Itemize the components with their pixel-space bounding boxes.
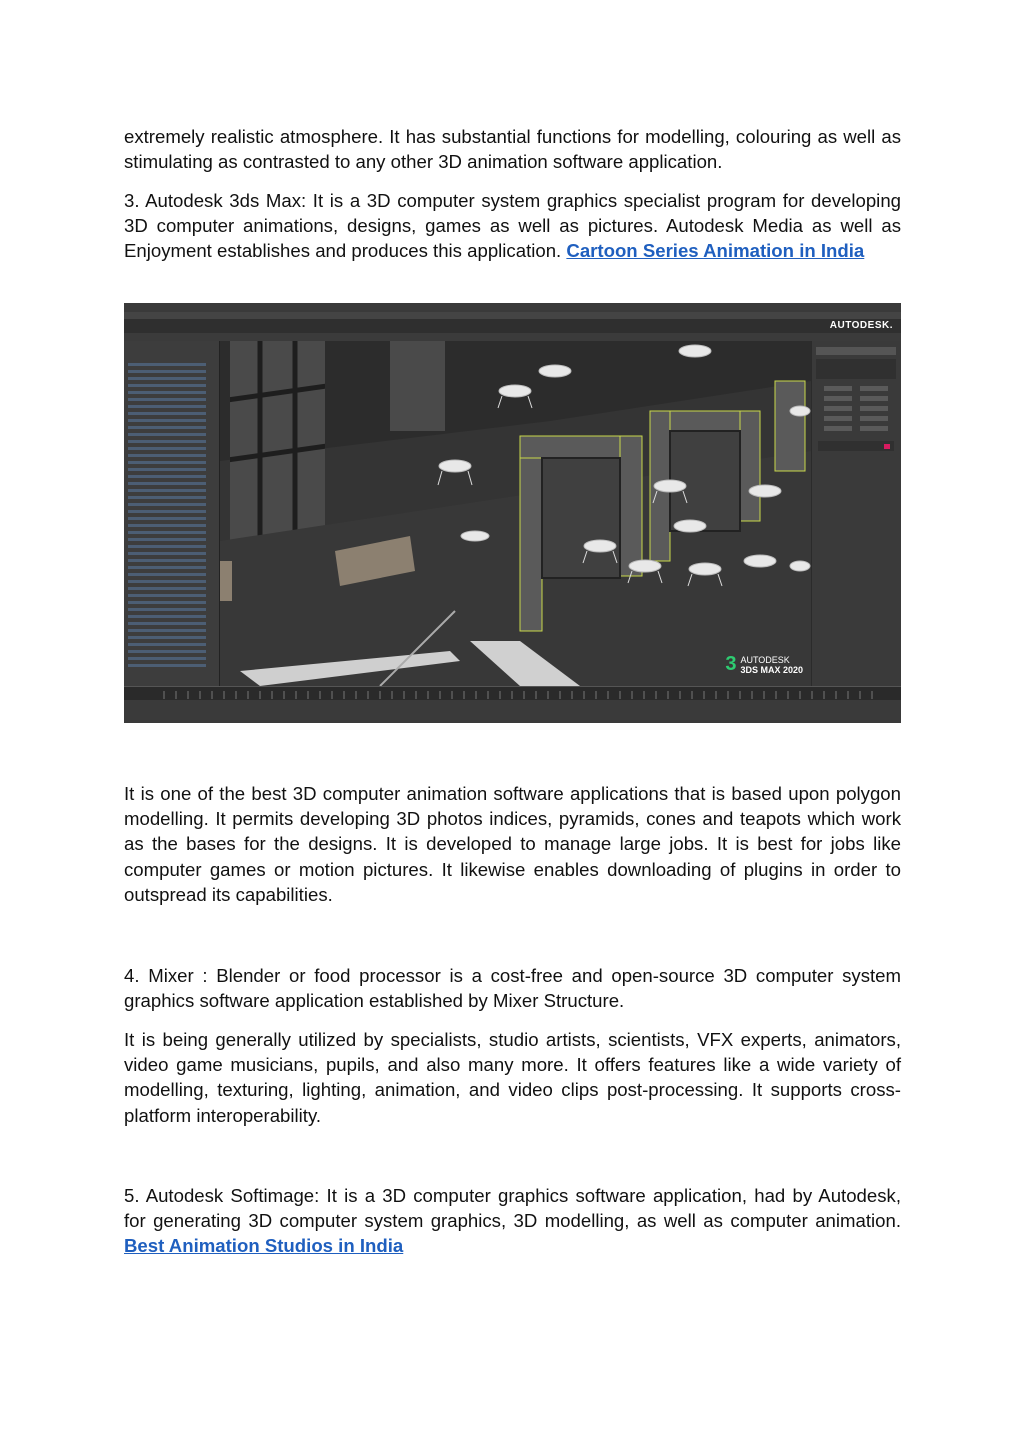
scene-tree-row	[128, 601, 206, 604]
scene-tree-row	[128, 475, 206, 478]
scene-explorer-panel	[124, 341, 220, 686]
section-3ds-max	[124, 188, 901, 264]
scene-tree-row	[128, 419, 206, 422]
scene-tree-row	[128, 650, 206, 653]
cartoon-series-link[interactable]: Cartoon Series Animation in India	[566, 240, 865, 262]
scene-tree-row	[128, 594, 206, 597]
status-bar	[124, 700, 901, 723]
autodesk-logo: AUTODESK.	[829, 320, 893, 331]
section-softimage	[124, 1183, 901, 1259]
scene-tree-row	[128, 657, 206, 660]
scene-tree-row	[128, 615, 206, 618]
scene-tree-row	[128, 559, 206, 562]
scene-tree-row	[128, 489, 206, 492]
app-menubar	[124, 312, 901, 319]
scene-tree-row	[128, 629, 206, 632]
scene-tree-row	[128, 580, 206, 583]
3ds-max-details: It is one of the best 3D computer animation software applications that is based upon polygon modelling. It permits developing 3D photos indices, pyramids, cones and teapots which work as the bases for the designs. It is developed to manage large jobs. It is best for jobs like computer games or motion pictures. It likewise enables downloading of plugins in order to outspread its capabilities.	[124, 783, 901, 905]
scene-tree-row	[128, 461, 206, 464]
app-toolbar	[124, 319, 901, 333]
scene-tree-row	[128, 566, 206, 569]
scene-tree-row	[128, 538, 206, 541]
scene-tree-row	[128, 363, 206, 366]
scene-tree-row	[128, 517, 206, 520]
scene-tree-row	[128, 531, 206, 534]
scene-tree-row	[128, 510, 206, 513]
3ds-max-2020-logo	[725, 653, 803, 676]
command-panel	[812, 341, 901, 686]
scene-tree-row	[128, 384, 206, 387]
scene-tree-row	[128, 433, 206, 436]
scene-tree-row	[128, 608, 206, 611]
scene-tree-row	[128, 405, 206, 408]
section-softimage-text: 5. Autodesk Softimage: It is a 3D computer graphics software application, had by Autodesk, for generating 3D computer system graphics, 3D modelling, as well as computer animation.	[124, 1185, 901, 1232]
three-d-icon: 3	[725, 653, 737, 675]
scene-tree-row	[128, 454, 206, 457]
scene-tree-row	[128, 377, 206, 380]
scene-tree-row	[128, 503, 206, 506]
scene-tree-row	[128, 643, 206, 646]
3d-viewport	[220, 341, 811, 686]
scene-tree-row	[128, 573, 206, 576]
3ds-max-screenshot	[124, 303, 901, 723]
scene-tree-row	[128, 482, 206, 485]
best-animation-studios-link[interactable]: Best Animation Studios in India	[124, 1235, 404, 1257]
scene-tree-row	[128, 426, 206, 429]
blender-details: It is being generally utilized by specialists, studio artists, scientists, VFX experts, animators, video game musicians, pupils, and also many more. It offers features like a wide variety of modelling, texturing, lighting, animation, and video clips post-processing. It supports cross-platform interoperability.	[124, 1029, 901, 1126]
scene-tree-row	[128, 370, 206, 373]
scene-tree-row	[128, 552, 206, 555]
scene-tree-row	[128, 524, 206, 527]
scene-tree-row	[128, 440, 206, 443]
scene-tree-row	[128, 447, 206, 450]
section-3ds-max-text: 3. Autodesk 3ds Max: It is a 3D computer system graphics specialist program for developing 3D computer animations, designs, games as well as pictures. Autodesk Media as well as Enjoyment establishes and produces this application.	[124, 190, 901, 262]
scene-tree-row	[128, 398, 206, 401]
viewport-render	[220, 341, 811, 686]
brand-autodesk-text: AUTODESK	[740, 654, 790, 665]
scene-tree-row	[128, 391, 206, 394]
ribbon-tabs	[124, 333, 901, 341]
timeline-ticks	[124, 687, 901, 701]
scene-tree-row	[128, 636, 206, 639]
section-blender: 4. Mixer : Blender or food processor is a cost-free and open-source 3D computer system graphics software application established by Mixer Structure.	[124, 965, 901, 1012]
timeline-track	[124, 686, 901, 701]
scene-tree-row	[128, 587, 206, 590]
scene-tree-row	[128, 496, 206, 499]
brand-product-text: 3DS MAX 2020	[740, 664, 803, 675]
scene-tree-row	[128, 664, 206, 667]
scene-tree-row	[128, 622, 206, 625]
scene-tree-row	[128, 545, 206, 548]
command-panel-controls	[812, 341, 901, 686]
scene-tree-row	[128, 412, 206, 415]
intro-paragraph: extremely realistic atmosphere. It has substantial functions for modelling, colouring as well as stimulating as contrasted to any other 3D animation software application.	[124, 126, 901, 173]
scene-tree-row	[128, 468, 206, 471]
app-titlebar	[124, 303, 901, 312]
